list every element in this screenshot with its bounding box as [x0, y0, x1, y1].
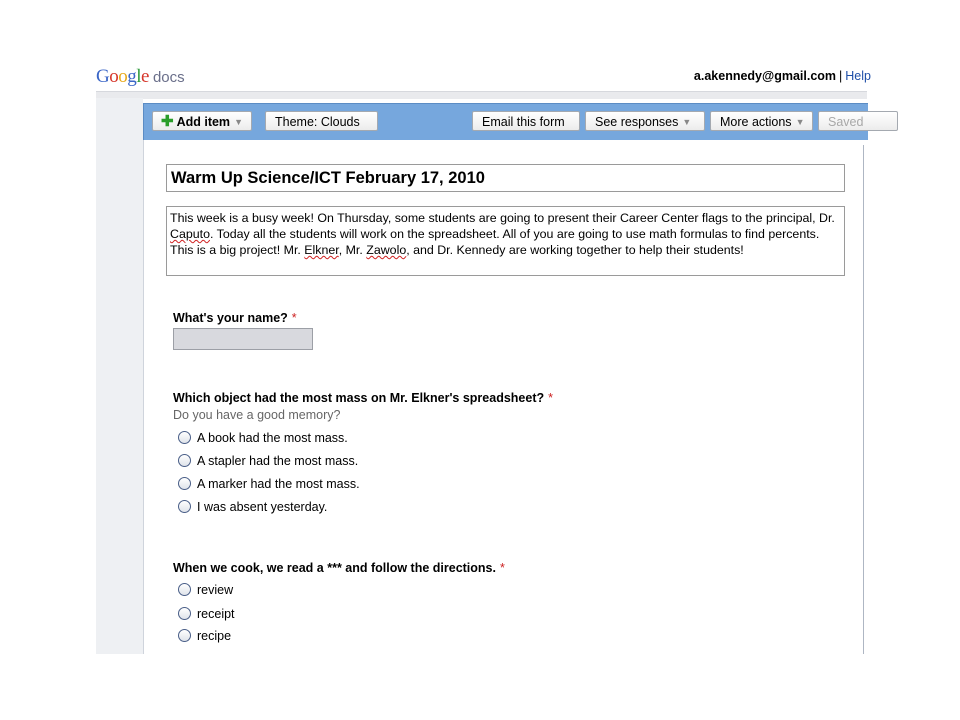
radio-button[interactable]: [178, 629, 191, 642]
logo-docs: docs: [152, 69, 185, 86]
plus-icon: ✚: [161, 113, 174, 130]
logo-google: Google: [96, 66, 149, 87]
question-help-text: Do you have a good memory?: [173, 408, 341, 422]
radio-option[interactable]: I was absent yesterday.: [178, 500, 327, 514]
required-mark: *: [291, 311, 297, 325]
radio-button[interactable]: [178, 431, 191, 444]
account-area: [694, 69, 871, 83]
chevron-down-icon: ▼: [682, 117, 692, 127]
separator: |: [839, 69, 843, 83]
radio-option[interactable]: A marker had the most mass.: [178, 477, 360, 491]
radio-option[interactable]: A book had the most mass.: [178, 431, 348, 445]
form-title-field[interactable]: Warm Up Science/ICT February 17, 2010: [166, 164, 845, 192]
radio-button[interactable]: [178, 500, 191, 513]
help-link[interactable]: Help: [845, 69, 871, 83]
question-title: Which object had the most mass on Mr. Elkner's spreadsheet? *: [173, 391, 553, 405]
radio-option[interactable]: recipe: [178, 629, 231, 643]
radio-button[interactable]: [178, 477, 191, 490]
left-margin: [96, 98, 143, 654]
add-item-button[interactable]: ✚ Add item ▼: [152, 111, 252, 131]
header-divider: [96, 91, 867, 99]
email-form-button[interactable]: Email this form: [472, 111, 580, 131]
chevron-down-icon: ▼: [234, 117, 243, 127]
radio-option[interactable]: A stapler had the most mass.: [178, 454, 358, 468]
more-actions-button[interactable]: More actions ▼: [710, 111, 813, 131]
question-title: When we cook, we read a *** and follow the directions. *: [173, 561, 505, 575]
chevron-down-icon: ▼: [795, 117, 805, 127]
top-header: [96, 60, 871, 92]
scrollbar[interactable]: [863, 145, 868, 654]
theme-button[interactable]: Theme: Clouds: [265, 111, 378, 131]
google-docs-form-editor: [96, 60, 871, 654]
radio-option[interactable]: review: [178, 583, 233, 597]
account-email: a.akennedy@gmail.com: [693, 69, 837, 83]
radio-option[interactable]: receipt: [178, 607, 235, 621]
see-responses-button[interactable]: See responses ▼: [585, 111, 705, 131]
google-docs-logo[interactable]: [96, 66, 185, 88]
question-title: What's your name? *: [173, 311, 297, 325]
radio-button[interactable]: [178, 454, 191, 467]
required-mark: *: [548, 391, 553, 405]
radio-button[interactable]: [178, 607, 191, 620]
radio-button[interactable]: [178, 583, 191, 596]
required-mark: *: [499, 561, 505, 575]
form-description-field[interactable]: This week is a busy week! On Thursday, some students are going to present their Career Center flags to the principal, Dr. Caputo. Today all the students will work on the spreadsheet. All of you are going to use math formulas to find percents. This is a big project! Mr. Elkner, Mr. Zawolo, and Dr. Kennedy are working together to help their students!: [166, 206, 845, 276]
name-input[interactable]: [173, 328, 313, 350]
saved-button: Saved: [818, 111, 898, 131]
form-toolbar: [143, 103, 868, 141]
